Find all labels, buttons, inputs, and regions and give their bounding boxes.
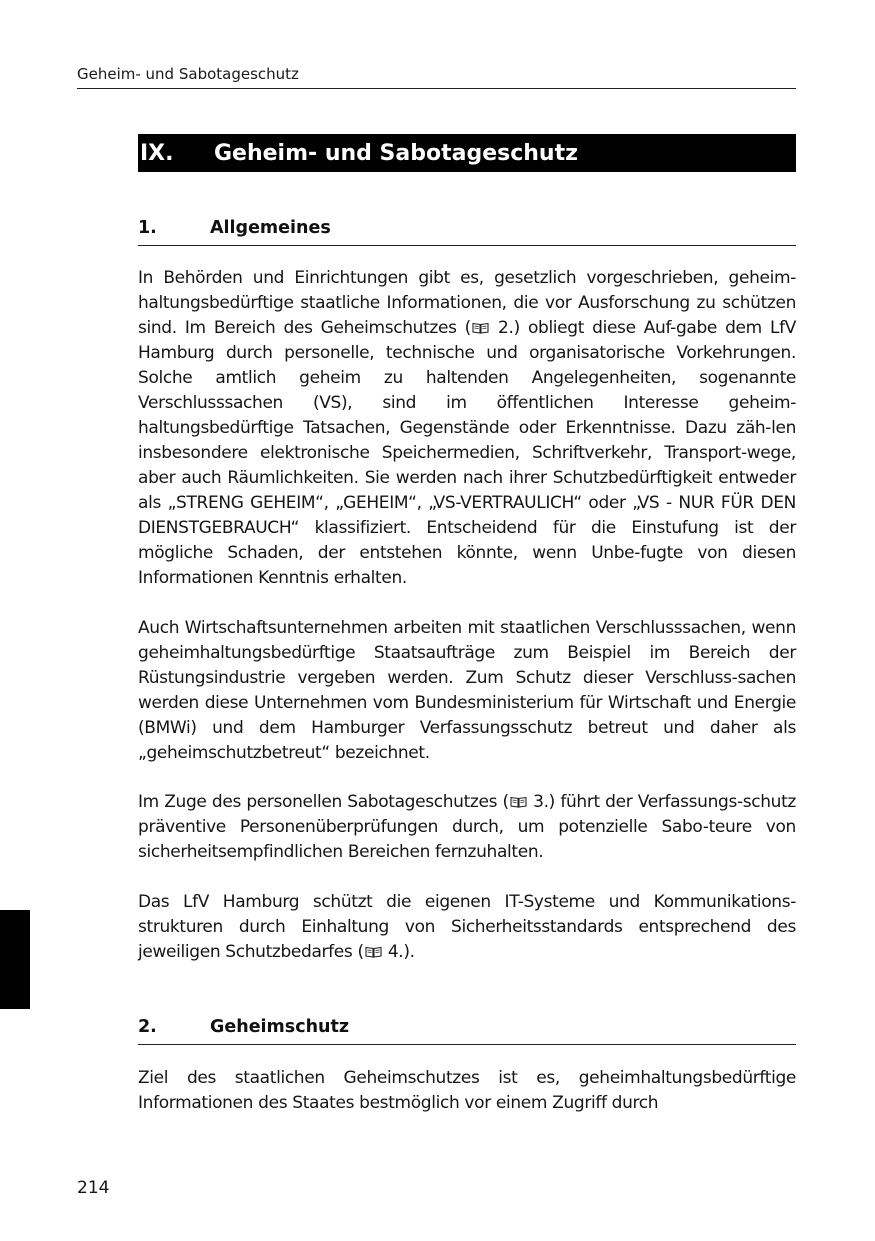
paragraph-3 [138,790,796,865]
paragraph-text: Auch Wirtschaftsunternehmen arbeiten mit staatlichen Verschlusssachen, wenn geheimhaltungsbedürftige Staatsaufträge zum Beispiel im Bereich der Rüstungsindustrie vergeben werden. Zum Schutz dieser Verschluss-sachen werden diese Unternehmen vom Bundesministerium für Wirtschaft und Energie (BMWi) und dem Hamburger Verfassungsschutz betreut und daher als „geheimschutzbetreut“ bezeichnet. [138,618,796,763]
paragraph-text: führt der Verfassungs-schutz präventive Personenüberprüfungen durch, um potenzielle Sabo-teure von sicherheitsempfindlichen Bereichen fernzuhalten. [138,792,796,862]
chapter-heading [138,134,796,172]
paragraph-2 [138,616,796,766]
chapter-thumb-tab [0,910,30,1009]
section-title: Allgemeines [210,218,331,238]
section-heading-1 [138,217,796,246]
cross-reference[interactable]: 2.) [498,318,520,338]
running-header [77,64,796,89]
book-icon [365,946,382,958]
paragraph-1 [138,266,796,591]
paragraph-text: Ziel des staatlichen Geheimschutzes ist es, geheimhaltungsbedürftige Informationen des Staates bestmöglich vor einem Zugriff durch [138,1068,796,1113]
chapter-title: Geheim- und Sabotageschutz [214,140,578,166]
book-icon [510,796,527,808]
paragraph-text: Das LfV Hamburg schützt die eigenen IT-Systeme und Kommunikations-strukturen durch Einhaltung von Sicherheitsstandards entsprechend des jeweiligen Schutzbedarfes ( [138,892,796,962]
chapter-number: IX. [140,140,174,166]
paragraph-5 [138,1066,796,1116]
section-heading-2 [138,1016,796,1045]
section-number: 2. [138,1017,157,1037]
paragraph-text: obliegt diese Auf-gabe dem LfV Hamburg durch personelle, technische und organisatorische Vorkehrungen. Solche amtlich geheim zu haltenden Angelegenheiten, sogenannte Verschlusssachen (VS), sind im öffentlichen Interesse geheim-haltungsbedürftige Tatsachen, Gegenstände oder Erkenntnisse. Dazu zäh-len insbesondere elektronische Speichermedien, Schriftverkehr, Transport-wege, aber auch Räumlichkeiten. Sie werden nach ihrer Schutzbedürftigkeit entweder als „STRENG GEHEIM“, „GEHEIM“, „VS-VERTRAULICH“ oder „VS - NUR FÜR DEN DIENSTGEBRAUCH“ klassifiziert. Entscheidend für die Einstufung ist der mögliche Schaden, der entstehen könnte, wenn Unbe-fugte von diesen Informationen Kenntnis erhalten. [138,318,796,588]
paragraph-4 [138,890,796,965]
cross-reference[interactable]: 4.). [387,942,415,962]
page-number: 214 [77,1178,110,1198]
book-icon [472,322,489,334]
paragraph-text: In Behörden und Einrichtungen gibt es, gesetzlich vorgeschrieben, geheim-haltungsbedürftige staatliche Informationen, die vor Ausforschung zu schützen sind. Im Bereich des Geheimschutzes ( [138,268,796,338]
section-number: 1. [138,218,157,238]
section-title: Geheimschutz [210,1017,350,1037]
paragraph-text: Im Zuge des personellen Sabotageschutzes ( [138,792,509,812]
running-title: Geheim- und Sabotageschutz [77,65,299,83]
cross-reference[interactable]: 3.) [533,792,555,812]
